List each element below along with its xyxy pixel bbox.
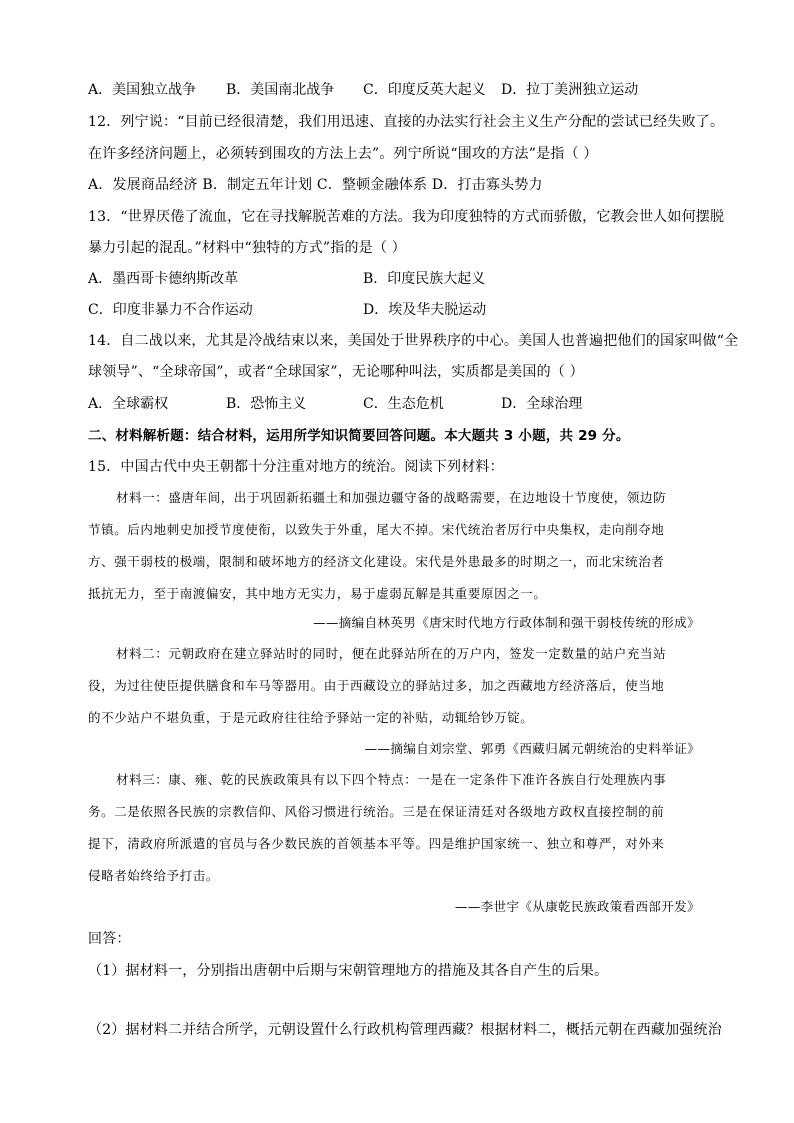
material2-source: ——摘编自刘宗堂、郭勇《西藏归属元朝统治的史料举证》 <box>364 741 700 756</box>
material2-line2: 役，为过往使臣提供膳食和车马等器用。由于西藏设立的驿站过多，加之西藏地方经济落后，使当地 <box>88 678 665 693</box>
q11-option-b: B．美国南北战争 <box>226 82 335 98</box>
material3-line1: 材料三：康、雍、乾的民族政策具有以下四个特点：一是在一定条件下准许各族自行处理族内事 <box>116 772 667 787</box>
q11-option-d: D．拉丁美洲独立运动 <box>501 82 639 98</box>
q14-option-d: D．全球治理 <box>501 396 583 412</box>
q12-stem-line1: 12．列宁说：“目前已经很清楚，我们用迅速、直接的办法实行社会主义生产分配的尝试已经失败了。 <box>88 114 725 130</box>
material3-line4: 侵略者始终给予打击。 <box>88 868 220 883</box>
q11-option-c: C．印度反英大起义 <box>363 82 486 98</box>
q13-option-a: A．墨西哥卡德纳斯改革 <box>88 271 239 287</box>
material1-source: ——摘编自林英男《唐宋时代地方行政体制和强干弱枝传统的形成》 <box>312 615 700 630</box>
q13-option-b: B．印度民族大起义 <box>363 271 486 287</box>
answer-label: 回答： <box>88 931 131 947</box>
material3-line2: 务。二是依照各民族的宗教信仰、风俗习惯进行统治。三是在保证清廷对各级地方政权直接控制的前 <box>88 804 665 819</box>
material2-line1: 材料二：元朝政府在建立驿站时的同时，便在此驿站所在的万户内，签发一定数量的站户充当站 <box>116 646 667 661</box>
q13-stem-line2: 暴力引起的混乱。”材料中“独特的方式”指的是（ ） <box>88 240 406 256</box>
q13-option-c: C．印度非暴力不合作运动 <box>88 302 253 318</box>
q12-stem-line2: 在许多经济问题上，必须转到围攻的方法上去”。列宁所说“围攻的方法”是指（ ） <box>88 146 598 162</box>
q14-option-a: A．全球霸权 <box>88 396 169 412</box>
q12-options: A．发展商品经济 B．制定五年计划 C．整顿金融体系 D．打击寡头势力 <box>88 177 543 193</box>
q14-stem-line2: 球领导”、“全球帝国”，或者“全球国家”，无论哪种叫法，实质都是美国的（ ） <box>88 364 584 380</box>
material1-line4: 抵抗无力，至于南渡偏安，其中地方无实力，易于虚弱瓦解是其重要原因之一。 <box>88 586 547 601</box>
sub-question-1: （1）据材料一，分别指出唐朝中后期与宋朝管理地方的措施及其各自产生的后果。 <box>88 963 609 979</box>
material1-line1: 材料一：盛唐年间，出于巩固新拓疆土和加强边疆守备的战略需要，在边地设十节度使，领边防 <box>116 490 667 505</box>
q11-option-a: A．美国独立战争 <box>88 82 197 98</box>
sub-question-2: （2）据材料二并结合所学，元朝设置什么行政机构管理西藏？根据材料二，概括元朝在西藏加强统治 <box>88 1022 722 1038</box>
q13-option-d: D．埃及华夫脱运动 <box>363 302 487 318</box>
section-heading: 二、材料解析题：结合材料，运用所学知识简要回答问题。本大题共 3 小题，共 29 分。 <box>88 428 630 444</box>
q15-intro: 15．中国古代中央王朝都十分注重对地方的统治。阅读下列材料： <box>88 459 504 475</box>
q14-option-c: C．生态危机 <box>363 396 444 412</box>
material3-source: ——李世宇《从康乾民族政策看西部开发》 <box>454 899 700 914</box>
q14-option-b: B．恐怖主义 <box>226 396 307 412</box>
material3-line3: 提下，清政府所派遣的官员与各少数民族的首领基本平等。四是维护国家统一、独立和尊严，对外来 <box>88 836 665 851</box>
material1-line2: 节镇。后内地刺史加授节度使衔，以致失于外重，尾大不掉。宋代统治者厉行中央集权，走向削夺地 <box>88 522 665 537</box>
material2-line3: 的不少站户不堪负重，于是元政府往往给予驿站一定的补贴，动辄给钞万锭。 <box>88 710 534 725</box>
q13-stem-line1: 13．“世界厌倦了流血，它在寻找解脱苦难的方法。我为印度独特的方式而骄傲，它教会世人如何摆脱 <box>88 209 725 225</box>
q14-stem-line1: 14．自二战以来，尤其是冷战结束以来，美国处于世界秩序的中心。美国人也普遍把他们的国家叫做“全 <box>88 333 739 349</box>
material1-line3: 方、强干弱枝的极端，限制和破坏地方的经济文化建设。宋代是外患最多的时期之一，而北宋统治者 <box>88 554 665 569</box>
